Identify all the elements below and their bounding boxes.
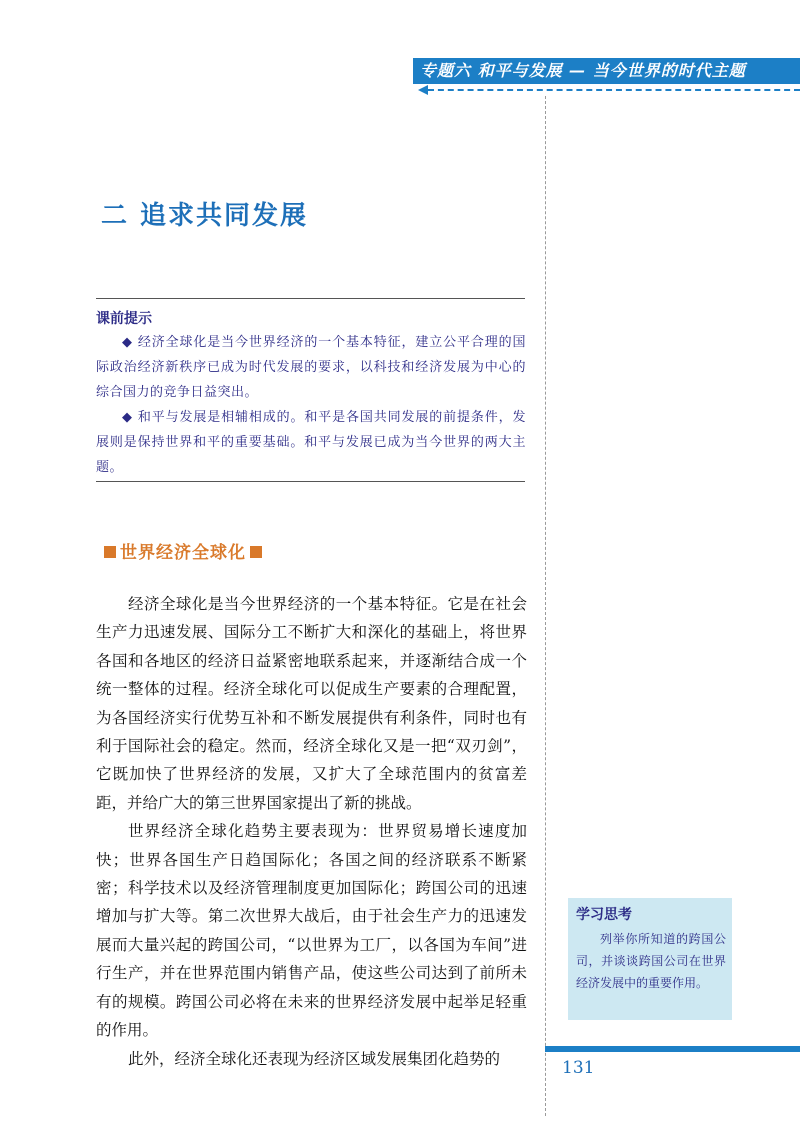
diamond-bullet-icon: ◆ [122, 410, 133, 425]
body-paragraph: 世界经济全球化趋势主要表现为：世界贸易增长速度加快；世界各国生产日趋国际化；各国之间的经济联系不断紧密；科学技术以及经济管理制度更加国际化；跨国公司的迅速增加与扩大等。第二次世界大战后，由于社会生产力的迅速发展而大量兴起的跨国公司，“以世界为工厂，以各国为车间”进行生产，并在世界范围内销售产品，使这些公司达到了前所未有的规模。跨国公司必将在未来的世界经济发展中起举足轻重的作用。 [96, 822, 527, 1040]
subheading: 世界经济全球化 [100, 538, 266, 563]
hint-top-rule [96, 298, 525, 299]
diamond-bullet-icon: ◆ [122, 335, 133, 350]
hint-item: ◆ 和平与发展是相辅相成的。和平是各国共同发展的前提条件，发展则是保持世界和平的重要基础。和平与发展已成为当今世界的两大主题。 [96, 410, 526, 475]
arrow-left-icon [418, 85, 428, 95]
footer-bar [545, 1046, 800, 1052]
square-bullet-icon [104, 546, 116, 558]
study-box-text: 列举你所知道的跨国公司，并谈谈跨国公司在世界经济发展中的重要作用。 [576, 932, 726, 990]
square-bullet-icon [250, 546, 262, 558]
section-title: 二 追求共同发展 [101, 201, 309, 231]
margin-divider [545, 96, 546, 1116]
header-dashed-line [428, 89, 800, 91]
hint-title: 课前提示 [96, 311, 152, 327]
running-title: 专题六 和平与发展 — 当今世界的时代主题 [420, 61, 746, 80]
body-text [96, 590, 527, 1073]
body-paragraph: 经济全球化是当今世界经济的一个基本特征。它是在社会生产力迅速发展、国际分工不断扩大和深化的基础上，将世界各国和各地区的经济日益紧密地联系起来，并逐渐结合成一个统一整体的过程。经济全球化可以促成生产要素的合理配置，为各国经济实行优势互补和不断发展提供有利条件，同时也有利于国际社会的稳定。然而，经济全球化又是一把“双刃剑”，它既加快了世界经济的发展，又扩大了全球范围内的贫富差距，并给广大的第三世界国家提出了新的挑战。 [96, 595, 527, 812]
body-paragraph: 此外，经济全球化还表现为经济区域发展集团化趋势的 [128, 1049, 501, 1068]
hint-item: ◆ 经济全球化是当今世界经济的一个基本特征，建立公平合理的国际政治经济新秩序已成为时代发展的要求，以科技和经济发展为中心的综合国力的竞争日益突出。 [96, 335, 526, 400]
hint-bottom-rule [96, 481, 525, 482]
hint-box [96, 330, 526, 480]
study-box-title: 学习思考 [576, 907, 632, 923]
page-number: 131 [562, 1058, 595, 1078]
